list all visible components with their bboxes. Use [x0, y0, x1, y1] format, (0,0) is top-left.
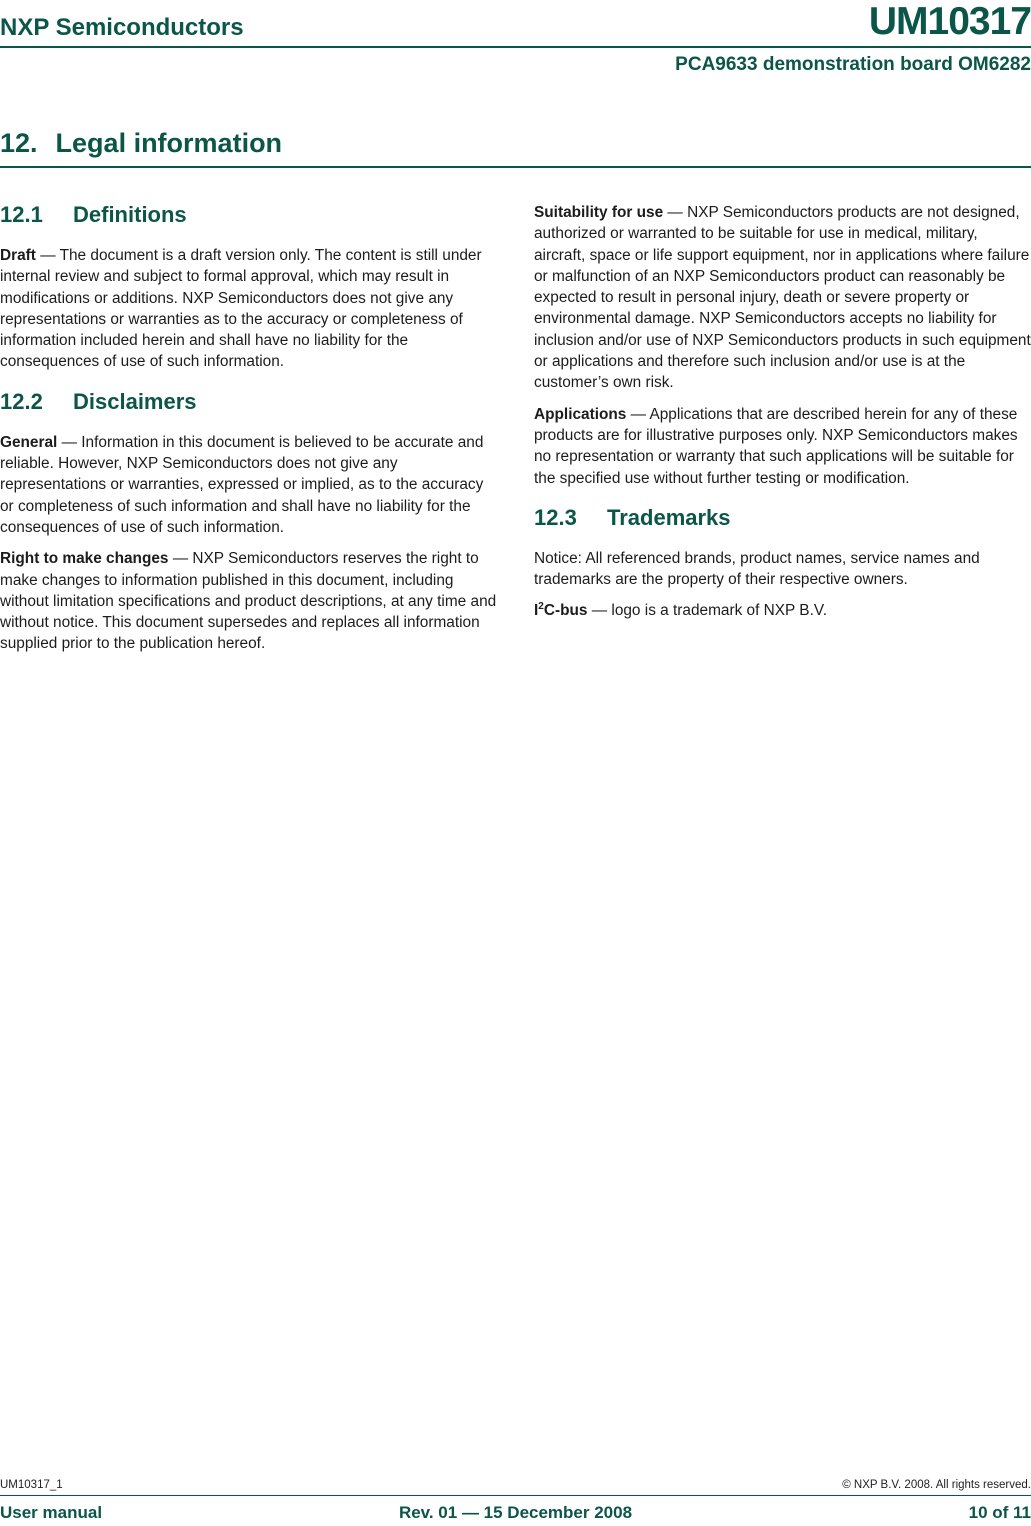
heading-disclaimers-number: 12.2: [0, 388, 43, 414]
document-subtitle: PCA9633 demonstration board OM6282: [675, 54, 1031, 75]
heading-definitions-title: Definitions: [73, 202, 187, 227]
heading-trademarks-number: 12.3: [534, 504, 577, 530]
document-header: [0, 0, 1031, 48]
paragraph-applications-lead: Applications: [534, 405, 627, 423]
paragraph-right-to-make-changes-lead: Right to make changes: [0, 550, 169, 568]
paragraph-general: [0, 432, 498, 538]
paragraph-suitability: [534, 202, 1031, 394]
paragraph-i2c-text: — logo is a trademark of NXP B.V.: [587, 602, 827, 620]
footer-doc-ref: UM10317_1: [0, 1479, 63, 1491]
vendor-name: NXP Semiconductors: [0, 14, 244, 41]
footer-page-indicator: 10 of 11: [968, 1503, 1031, 1522]
heading-trademarks-title: Trademarks: [607, 504, 731, 530]
paragraph-i2c-trademark: [534, 600, 1031, 621]
body-columns: [0, 202, 1031, 665]
paragraph-right-to-make-changes: [0, 548, 498, 654]
heading-disclaimers-title: Disclaimers: [73, 388, 197, 414]
chapter-title-text: Legal information: [55, 128, 283, 158]
paragraph-suitability-text: — NXP Semiconductors products are not designed, authorized or warranted to be suitable for use in medical, military, aircraft, space or life support equipment, nor in applications where failure or malfunction of an NXP Semiconductors product can reasonably be expected to result in personal injury, death or severe property or environmental damage. NXP Semiconductors accepts no liability for inclusion and/or use of NXP Semiconductors products in such equipment or applications and therefore such inclusion and/or use is at the customer’s own risk.: [534, 204, 1031, 392]
chapter-title-rule: [0, 166, 1031, 168]
footer-doc-type: User manual: [0, 1503, 103, 1522]
heading-definitions: [0, 202, 498, 228]
paragraph-draft: [0, 245, 498, 373]
heading-definitions-number: 12.1: [0, 202, 43, 227]
footer-meta-row: [0, 1479, 1031, 1496]
paragraph-applications: [534, 404, 1031, 489]
left-column: [0, 202, 498, 665]
footer: [0, 1479, 1031, 1522]
i2c-lead-sup: 2: [538, 601, 544, 613]
paragraph-i2c-lead: [534, 602, 587, 619]
paragraph-suitability-lead: Suitability for use: [534, 204, 664, 221]
paragraph-right-to-make-changes-text: — NXP Semiconductors reserves the right to make changes to information published in this document, including without limitation specifications and product descriptions, at any time and without notice. This document supersedes and replaces all information supplied prior to the publication hereof.: [0, 550, 497, 653]
document-number: UM10317: [868, 0, 1031, 43]
footer-revision: Rev. 01 — 15 December 2008: [398, 1503, 633, 1522]
footer-copyright: © NXP B.V. 2008. All rights reserved.: [842, 1479, 1031, 1491]
i2c-lead-base: I: [534, 602, 539, 620]
heading-disclaimers: [0, 389, 498, 415]
chapter-title: [0, 128, 1031, 158]
paragraph-applications-text: — Applications that are described herein for any of these products are for illustrative purposes only. NXP Semiconductors makes no representation or warranty that such applications will be suitable for the specified use without further testing or modification.: [534, 405, 1018, 487]
paragraph-general-text: — Information in this document is believed to be accurate and reliable. However, NXP Semiconductors does not give any representations or warranties, expressed or implied, as to the accuracy or completeness of such information and shall have no liability for the consequences of use of such information.: [0, 433, 484, 536]
paragraph-draft-lead: Draft: [0, 247, 36, 264]
right-column: [534, 202, 1031, 665]
paragraph-draft-text: — The document is a draft version only. The content is still under internal review and subject to formal approval, which may result in modifications or additions. NXP Semiconductors does not give any representations or warranties as to the accuracy or completeness of information included herein and shall have no liability for the consequences of use of such information.: [0, 247, 482, 371]
footer-info-row: [0, 1503, 1031, 1522]
heading-trademarks: [534, 505, 1031, 531]
i2c-lead-rest: C-bus: [543, 602, 588, 620]
paragraph-general-lead: General: [0, 433, 58, 451]
chapter-number: 12.: [0, 128, 38, 158]
paragraph-notice: Notice: All referenced brands, product names, service names and trademarks are the property of their respective owners.: [534, 549, 980, 589]
